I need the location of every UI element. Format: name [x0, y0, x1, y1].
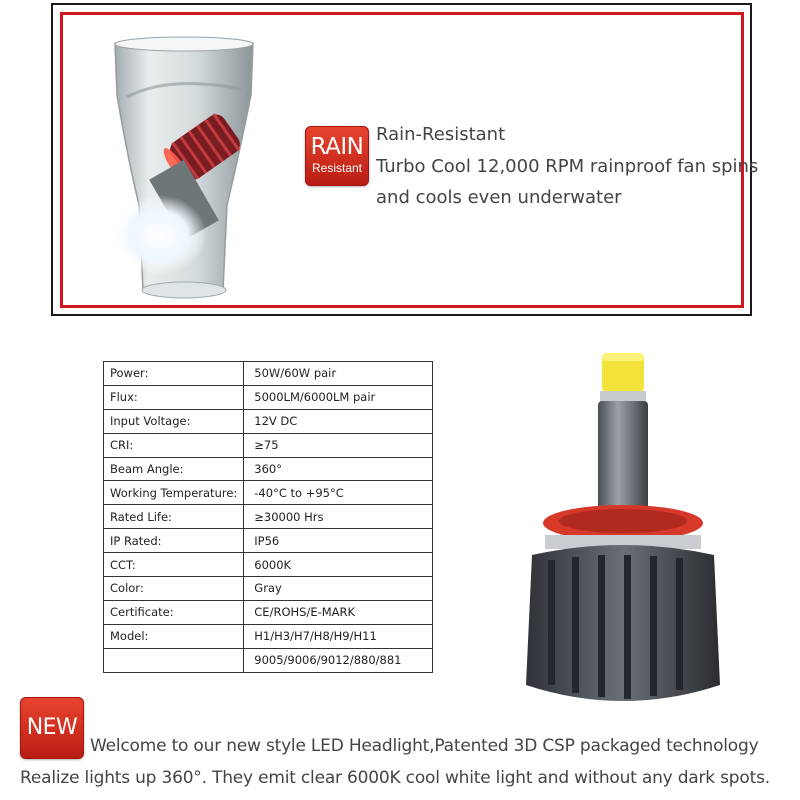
spec-value: IP56 [244, 529, 433, 553]
spec-value: CE/ROHS/E-MARK [244, 600, 433, 624]
feature-desc-line2: and cools even underwater [376, 187, 622, 208]
badge-main-label: RAIN [310, 134, 364, 160]
spec-value: Gray [244, 577, 433, 601]
spec-row [104, 362, 433, 386]
spec-label: Flux: [104, 385, 244, 409]
spec-value: ≥30000 Hrs [244, 505, 433, 529]
spec-row [104, 457, 433, 481]
led-headlight-bulb-image [520, 345, 725, 715]
spec-row [104, 648, 433, 672]
new-badge-label: NEW [26, 715, 78, 740]
spec-label: Certificate: [104, 600, 244, 624]
spec-label: Color: [104, 577, 244, 601]
new-badge [20, 697, 84, 759]
spec-value: 5000LM/6000LM pair [244, 385, 433, 409]
spec-row [104, 577, 433, 601]
spec-value: H1/H3/H7/H8/H9/H11 [244, 624, 433, 648]
spec-label: Working Temperature: [104, 481, 244, 505]
feature-description [376, 119, 759, 214]
spec-value: 12V DC [244, 409, 433, 433]
spec-label: Model: [104, 624, 244, 648]
spec-label [104, 648, 244, 672]
rain-resistant-badge [305, 126, 369, 186]
spec-label: Input Voltage: [104, 409, 244, 433]
spec-row [104, 433, 433, 457]
spec-table [103, 361, 433, 673]
spec-row [104, 529, 433, 553]
spec-label: CRI: [104, 433, 244, 457]
spec-value: 50W/60W pair [244, 362, 433, 386]
spec-value: 360° [244, 457, 433, 481]
spec-row [104, 481, 433, 505]
spec-row [104, 385, 433, 409]
spec-row [104, 624, 433, 648]
badge-sub-label: Resistant [311, 161, 363, 175]
spec-value: 6000K [244, 553, 433, 577]
spec-row [104, 409, 433, 433]
spec-label: IP Rated: [104, 529, 244, 553]
spec-label: Rated Life: [104, 505, 244, 529]
spec-label: Power: [104, 362, 244, 386]
spec-value: -40°C to +95°C [244, 481, 433, 505]
spec-row [104, 553, 433, 577]
spec-value: 9005/9006/9012/880/881 [244, 648, 433, 672]
spec-row [104, 600, 433, 624]
feature-desc-line1: Turbo Cool 12,000 RPM rainproof fan spins [376, 155, 759, 177]
spec-label: CCT: [104, 553, 244, 577]
new-intro-line2: Realize lights up 360°. They emit clear 6000K cool white light and without any dark spots. [20, 768, 770, 788]
feature-title: Rain-Resistant [376, 124, 506, 145]
new-intro-line1: Welcome to our new style LED Headlight,Patented 3D CSP packaged technology [90, 736, 759, 756]
spec-label: Beam Angle: [104, 457, 244, 481]
feature-box [51, 3, 759, 316]
led-bulb-in-water-glass-image [109, 35, 259, 310]
spec-row [104, 505, 433, 529]
feature-box-inner-border [60, 12, 759, 308]
spec-value: ≥75 [244, 433, 433, 457]
